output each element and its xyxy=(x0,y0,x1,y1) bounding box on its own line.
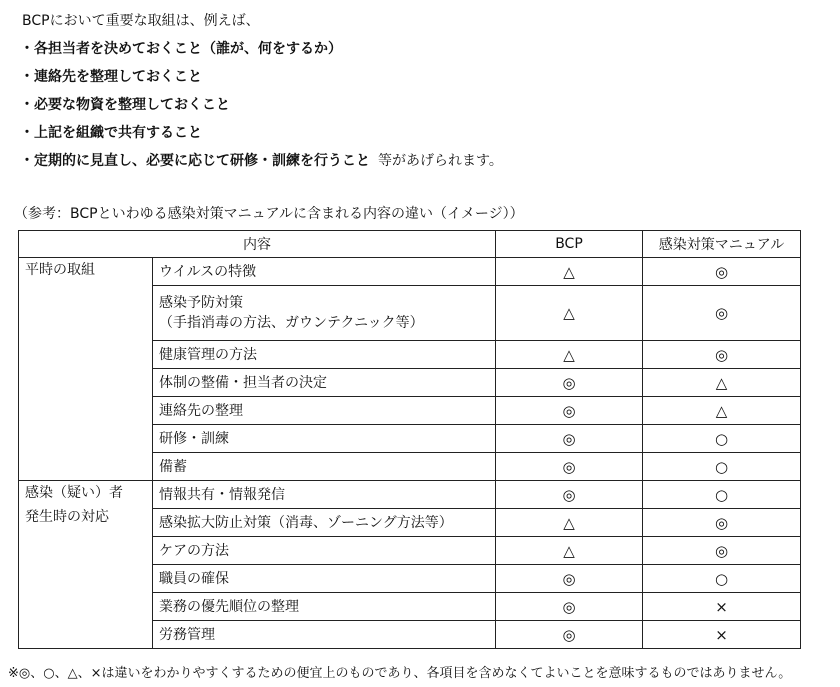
category-line: 感染（疑い）者 xyxy=(25,485,123,501)
item-cell xyxy=(153,425,496,453)
item-line: 業務の優先順位の整理 xyxy=(159,598,299,615)
item-cell xyxy=(153,341,496,369)
item-line: ウイルスの特徴 xyxy=(159,263,257,280)
bcp-mark: ◎ xyxy=(496,593,643,621)
header-manual: 感染対策マニュアル xyxy=(643,231,801,258)
category-cell xyxy=(19,481,153,649)
item-cell xyxy=(153,621,496,649)
bullet-text: ・連絡先を整理しておくこと xyxy=(20,69,202,85)
bullet-item xyxy=(20,66,503,94)
bcp-mark: △ xyxy=(496,258,643,286)
item-cell xyxy=(153,481,496,509)
reference-caption: （参考：BCPといわゆる感染対策マニュアルに含まれる内容の違い（イメージ）） xyxy=(14,206,524,222)
bcp-mark: ◎ xyxy=(496,565,643,593)
manual-mark: ○ xyxy=(643,481,801,509)
manual-mark: × xyxy=(643,593,801,621)
manual-mark: ◎ xyxy=(643,537,801,565)
manual-mark: ◎ xyxy=(643,258,801,286)
item-line: 労務管理 xyxy=(159,626,215,643)
item-line: （手指消毒の方法、ガウンテクニック等） xyxy=(159,315,424,331)
bullet-text: ・定期的に見直し、必要に応じて研修・訓練を行うこと xyxy=(20,153,370,169)
table-header-row xyxy=(19,231,801,258)
table-row xyxy=(19,481,801,509)
bullet-text: ・必要な物資を整理しておくこと xyxy=(20,97,230,113)
bcp-mark: ◎ xyxy=(496,397,643,425)
category-line: 平時の取組 xyxy=(25,262,95,278)
category-cell xyxy=(19,258,153,481)
category-line: 発生時の対応 xyxy=(25,509,109,525)
item-cell xyxy=(153,453,496,481)
bcp-mark: ◎ xyxy=(496,369,643,397)
manual-mark: △ xyxy=(643,369,801,397)
bullet-item xyxy=(20,150,503,178)
bcp-mark: ◎ xyxy=(496,425,643,453)
bullet-list xyxy=(20,38,503,178)
item-line: 情報共有・情報発信 xyxy=(159,486,285,503)
item-line: 感染予防対策 xyxy=(159,295,243,311)
header-content: 内容 xyxy=(19,231,496,258)
bcp-mark: ◎ xyxy=(496,453,643,481)
item-line: 研修・訓練 xyxy=(159,430,229,447)
footnote: ※◎、○、△、×は違いをわかりやすくするための便宜上のものであり、各項目を含めなくてよいことを意味するものではありません。 xyxy=(8,666,792,681)
bullet-suffix: 等があげられます。 xyxy=(378,153,503,169)
item-cell xyxy=(153,286,496,341)
bcp-mark: △ xyxy=(496,537,643,565)
item-line: 備蓄 xyxy=(159,458,187,475)
bullet-text: ・各担当者を決めておくこと（誰が、何をするか） xyxy=(20,41,342,57)
intro-text: BCPにおいて重要な取組は、例えば、 xyxy=(22,13,260,29)
header-bcp: BCP xyxy=(496,231,643,258)
item-cell xyxy=(153,369,496,397)
manual-mark: × xyxy=(643,621,801,649)
item-line: 健康管理の方法 xyxy=(159,346,257,363)
item-cell xyxy=(153,509,496,537)
item-line: 感染拡大防止対策（消毒、ゾーニング方法等） xyxy=(159,514,453,531)
item-line: ケアの方法 xyxy=(159,542,229,559)
manual-mark: ◎ xyxy=(643,509,801,537)
item-cell xyxy=(153,258,496,286)
item-cell xyxy=(153,593,496,621)
table-row xyxy=(19,258,801,286)
item-cell xyxy=(153,537,496,565)
bcp-mark: △ xyxy=(496,509,643,537)
manual-mark: ○ xyxy=(643,565,801,593)
bullet-item xyxy=(20,122,503,150)
manual-mark: △ xyxy=(643,397,801,425)
item-cell xyxy=(153,565,496,593)
manual-mark: ◎ xyxy=(643,286,801,341)
bcp-mark: ◎ xyxy=(496,621,643,649)
bcp-mark: ◎ xyxy=(496,481,643,509)
manual-mark: ◎ xyxy=(643,341,801,369)
item-line: 職員の確保 xyxy=(159,570,229,587)
comparison-table xyxy=(18,230,801,649)
manual-mark: ○ xyxy=(643,425,801,453)
item-line: 体制の整備・担当者の決定 xyxy=(159,374,327,391)
bcp-mark: △ xyxy=(496,286,643,341)
bcp-mark: △ xyxy=(496,341,643,369)
bullet-text: ・上記を組織で共有すること xyxy=(20,125,202,141)
item-cell xyxy=(153,397,496,425)
bullet-item xyxy=(20,94,503,122)
manual-mark: ○ xyxy=(643,453,801,481)
bullet-item xyxy=(20,38,503,66)
item-line: 連絡先の整理 xyxy=(159,402,243,419)
